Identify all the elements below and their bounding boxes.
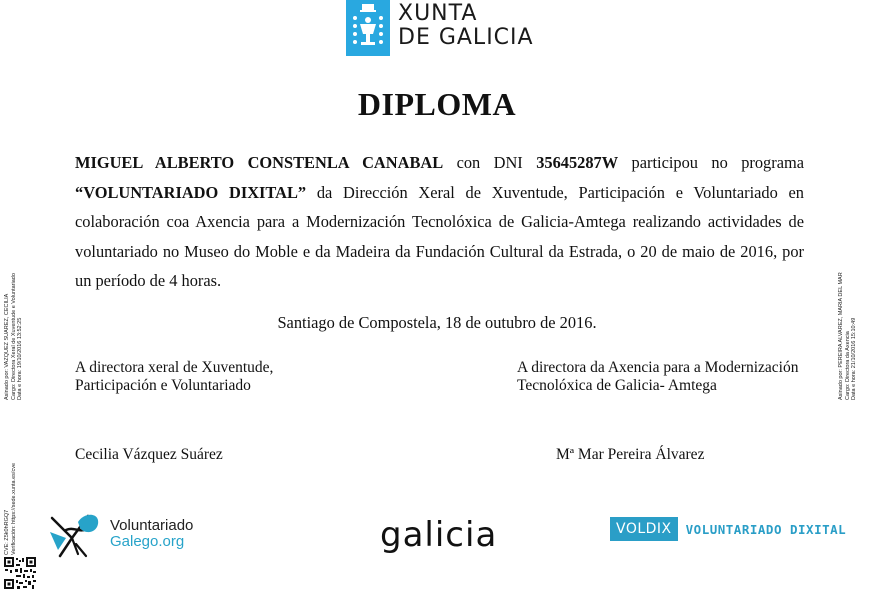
logo-line-2: DE GALICIA: [398, 25, 534, 50]
qr-code-icon: [4, 557, 36, 589]
right-signature-stamp: [838, 272, 858, 400]
signatory-right-role: [517, 359, 798, 395]
vol-logo-line-2: Galego.org: [110, 533, 185, 550]
xunta-logo-text: [398, 0, 534, 50]
right-stamp-line-2: Cargo: Directora da Axencia: [844, 331, 851, 400]
voldix-text: VOLUNTARIADO DIXITAL: [685, 521, 847, 537]
voldix-box: VOLDIX: [610, 517, 678, 541]
diploma-title: DIPLOMA: [357, 86, 517, 122]
right-stamp-line-3: Data e hora: 21/10/2016 15:10:49: [851, 317, 857, 400]
body-text-1: con DNI: [443, 153, 537, 172]
left-stamp-line-1: Asinado por: VAZQUEZ SUAREZ, CECILIA: [4, 293, 10, 400]
signatory-left-name: Cecilia Vázquez Suárez: [75, 446, 223, 463]
left-role-line-2: Participación e Voluntariado: [75, 377, 251, 394]
signatory-right-name: Mª Mar Pereira Álvarez: [556, 446, 705, 463]
left-role-line-1: A directora xeral de Xuventude,: [75, 359, 274, 376]
voluntariado-figure-icon: [48, 508, 104, 560]
cve-line-2: Verificación: https://sede.xunta.es/cve: [10, 462, 17, 555]
voluntariado-logo-text: [110, 518, 193, 550]
body-text-2: participou no programa: [618, 153, 805, 172]
right-role-line-1: A directora da Axencia para a Modernización: [517, 359, 799, 376]
body-text-3: da Dirección Xeral de Xuventude, Participación e Voluntariado en colaboración coa Axencia para a Modernización Tecnolóxica de Galicia-Amtega realizando actividades de voluntariado no Museo do Moble e da Madeira da Fundación Cultural da Estrada, o 20 de maio de 2016, por un período de 4 horas.: [75, 182, 804, 290]
voldix-logo: [610, 517, 846, 541]
logo-line-1: XUNTA: [398, 1, 478, 26]
right-role-line-2: Tecnolóxica de Galicia- Amtega: [517, 377, 717, 394]
left-stamp-line-3: Data e hora: 19/10/2016 13:52:25: [17, 317, 23, 400]
signatory-left-role: [75, 359, 273, 395]
galicia-logo: galicia: [380, 515, 498, 555]
cve-stamp: [4, 463, 17, 555]
program-name: “VOLUNTARIADO DIXITAL”: [75, 182, 307, 202]
place-date: Santiago de Compostela, 18 de outubro de 2016.: [277, 313, 597, 332]
xunta-de-galicia-logo: [346, 0, 534, 56]
cve-line-1: CVE: Z5k0hRGQ7: [4, 509, 10, 555]
left-signature-stamp: [4, 273, 24, 400]
vol-logo-line-1: Voluntariado: [110, 517, 194, 534]
right-stamp-line-1: Asinado por: PEREIRA ALVAREZ, MARIA DEL MAR: [838, 272, 844, 400]
recipient-name: MIGUEL ALBERTO CONSTENLA CANABAL: [75, 153, 444, 172]
voluntariado-galego-logo: [48, 508, 193, 560]
xunta-emblem-icon: [346, 0, 390, 56]
dni-number: 35645287W: [536, 153, 619, 172]
left-stamp-line-2: Cargo: Directora Xeral de Xuventude e Voluntariado: [10, 273, 17, 400]
diploma-body: [75, 148, 804, 296]
